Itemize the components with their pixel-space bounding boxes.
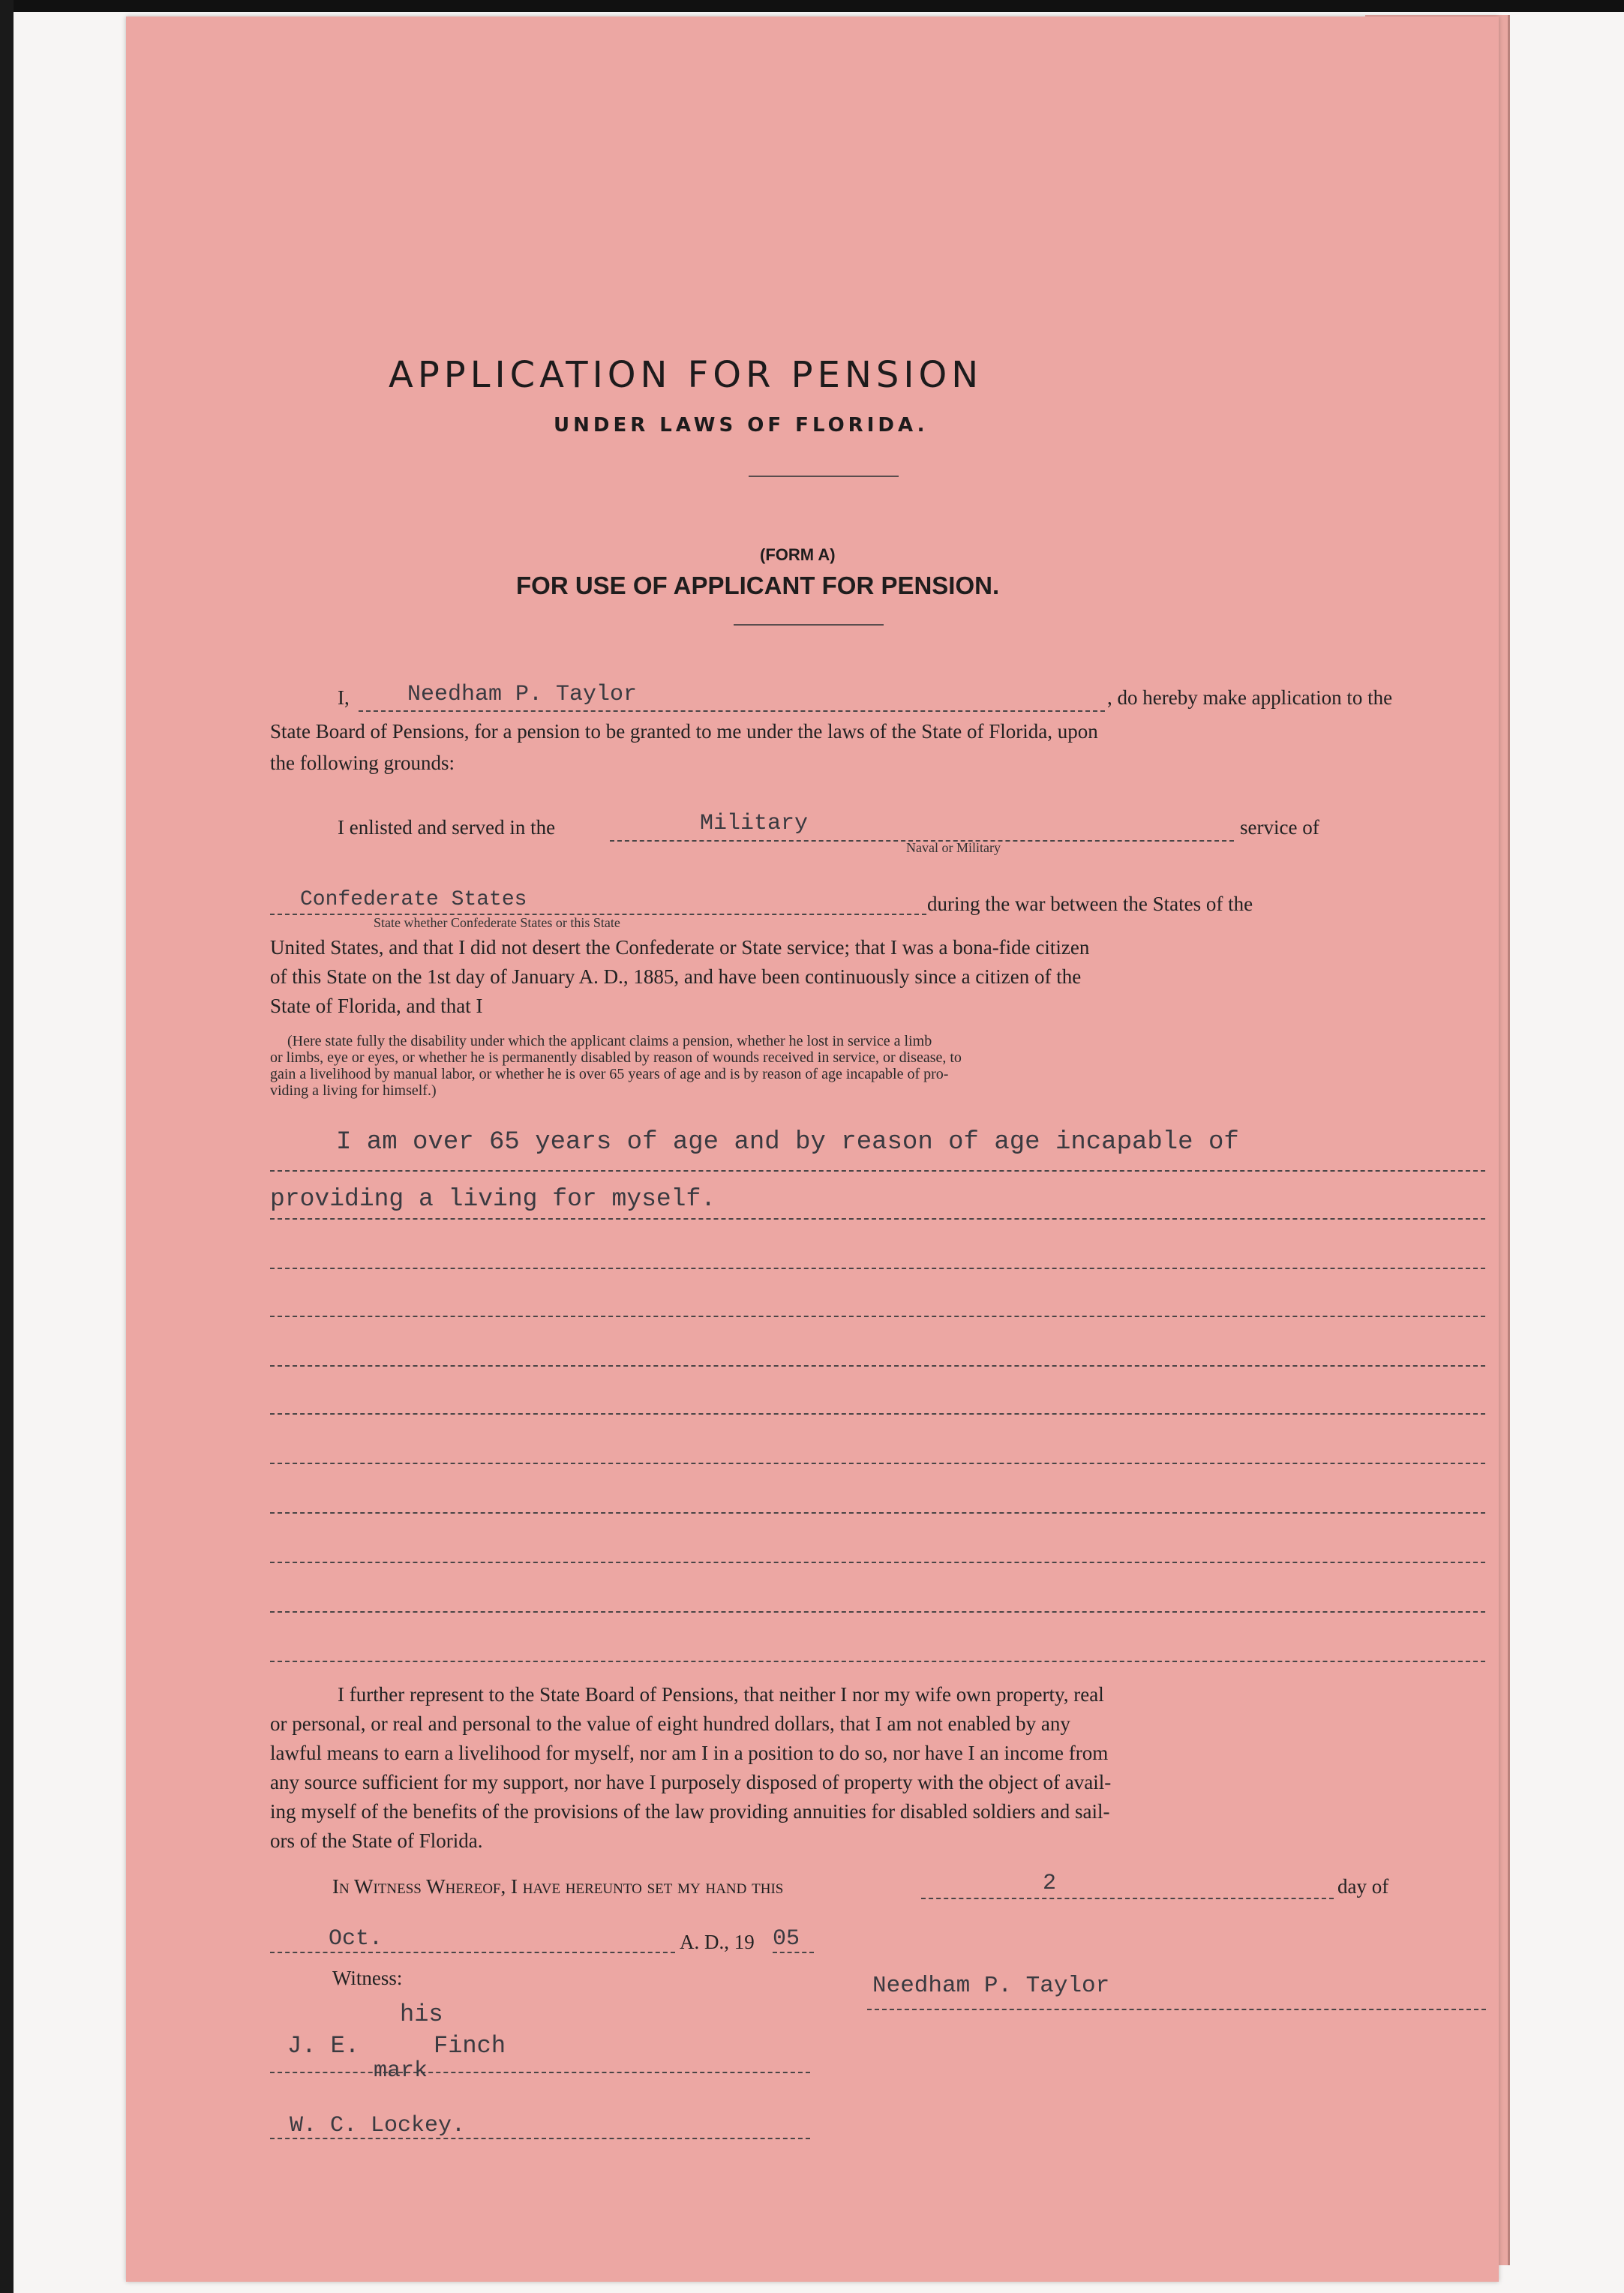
mark-name-first: J. E. (287, 2032, 360, 2060)
service-branch: Military (700, 811, 809, 836)
applicant-signature: Needham P. Taylor (872, 1973, 1110, 1999)
answer-rule-1 (270, 1170, 1485, 1172)
state-suffix: during the war between the States of the (927, 893, 1253, 915)
signature-line (867, 2009, 1486, 2010)
citizenship-line-3: State of Florida, and that I (270, 995, 483, 1017)
answer-rule-7 (270, 1463, 1485, 1464)
mark-his: his (400, 2000, 443, 2028)
header-divider-2 (734, 624, 884, 626)
form-label: (FORM A) (760, 545, 836, 564)
second-witness: W. C. Lockey. (290, 2113, 466, 2138)
answer-rule-11 (270, 1661, 1485, 1662)
instruction-line-1: (Here state fully the disability under which the applicant claims a pension, whether he lost in service a limb (287, 1033, 932, 1049)
day-line (921, 1898, 1334, 1899)
representation-line-4: any source sufficient for my support, nor have I purposely disposed of property with the object of avail- (270, 1771, 1112, 1793)
answer-rule-3 (270, 1268, 1485, 1269)
answer-rule-8 (270, 1512, 1485, 1514)
answer-rule-5 (270, 1365, 1485, 1367)
applicant-name: Needham P. Taylor (407, 682, 638, 707)
state-hint: State whether Confederate States or this State (374, 915, 620, 930)
witness-label: Witness: (332, 1967, 403, 1989)
use-label: FOR USE OF APPLICANT FOR PENSION. (516, 572, 1000, 599)
citizenship-paragraph (270, 933, 1491, 1021)
form-title: APPLICATION FOR PENSION (389, 354, 983, 396)
intro-line2: State Board of Pensions, for a pension to be granted to me under the laws of the State of Florida, upon (270, 720, 1098, 743)
service-state: Confederate States (300, 888, 527, 911)
instruction-line-2: or limbs, eye or eyes, or whether he is permanently disabled by reason of wounds received in service, or disease, to (270, 1049, 962, 1066)
mark-name-last: Finch (434, 2032, 506, 2060)
witness-year: 05 (773, 1926, 800, 1952)
answer-rule-4 (270, 1316, 1485, 1317)
year-line (773, 1952, 814, 1953)
instruction-line-4: viding a living for himself.) (270, 1082, 437, 1099)
intro-line3: the following grounds: (270, 752, 455, 774)
witness-month: Oct. (329, 1926, 383, 1952)
citizenship-line-2: of this State on the 1st day of January A. D., 1885, and have been continuously since a citizen of the (270, 965, 1082, 988)
mark-word: mark (374, 2058, 428, 2084)
answer-rule-2 (270, 1218, 1485, 1220)
instruction-line-3: gain a livelihood by manual labor, or whether he is over 65 years of age and is by reason of age incapable of pro- (270, 1066, 949, 1082)
scan-top-border (0, 0, 1624, 12)
branch-hint: Naval or Military (906, 840, 1001, 855)
service-prefix: I enlisted and served in the (338, 816, 556, 839)
citizenship-line-1: United States, and that I did not desert the Confederate or State service; that I was a bona-fide citizen (270, 936, 1090, 959)
form-subtitle: UNDER LAWS OF FLORIDA. (554, 414, 929, 437)
pension-form-page (126, 17, 1499, 2282)
disability-answer-line-2: providing a living for myself. (270, 1185, 716, 1213)
disability-instruction (270, 1033, 1491, 1099)
representation-line-2: or personal, or real and personal to the value of eight hundred dollars, that I am not enabled by any (270, 1712, 1070, 1735)
representation-line-5: ing myself of the benefits of the provisions of the law providing annuities for disabled soldiers and sail- (270, 1800, 1110, 1823)
witness-day: 2 (1043, 1871, 1057, 1896)
answer-rule-9 (270, 1562, 1485, 1563)
witness-day-suffix: day of (1337, 1875, 1389, 1898)
answer-rule-10 (270, 1611, 1485, 1613)
witness-1-line (270, 2072, 810, 2073)
header-divider (749, 476, 899, 477)
witness-clause-prefix: In Witness Whereof, I have hereunto set my hand this (332, 1875, 784, 1898)
disability-answer-line-1: I am over 65 years of age and by reason of age incapable of (336, 1128, 1239, 1157)
answer-rule-6 (270, 1413, 1485, 1415)
representation-line-6: ors of the State of Florida. (270, 1829, 483, 1852)
year-prefix: A. D., 19 (680, 1931, 755, 1953)
representation-line-3: lawful means to earn a livelihood for myself, nor am I in a position to do so, nor have I an income from (270, 1742, 1109, 1764)
month-line (270, 1952, 675, 1953)
intro-suffix: , do hereby make application to the (1107, 686, 1393, 709)
applicant-name-line (359, 710, 1105, 712)
representation-line-1: I further represent to the State Board of Pensions, that neither I nor my wife own property, real (338, 1683, 1104, 1706)
representation-paragraph (270, 1680, 1491, 1856)
service-suffix: service of (1240, 816, 1319, 839)
scan-left-border (0, 0, 14, 2293)
intro-prefix: I, (338, 686, 350, 709)
